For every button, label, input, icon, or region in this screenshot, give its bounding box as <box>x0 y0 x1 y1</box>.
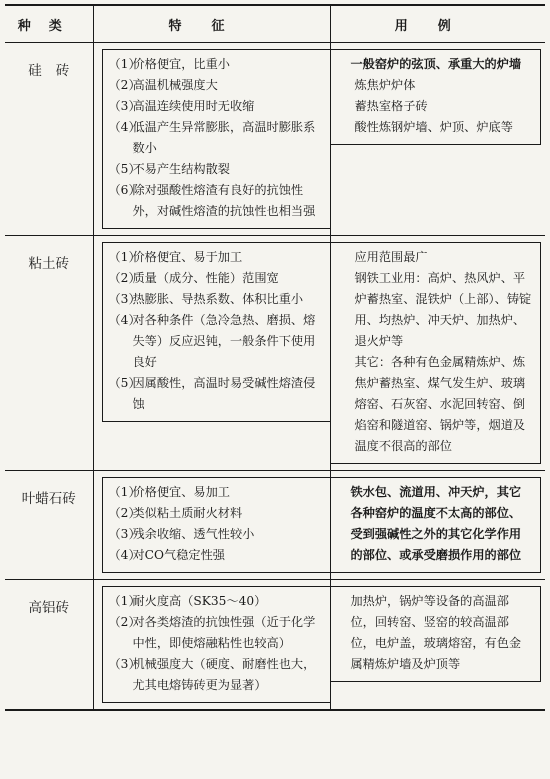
feature-item: （4）低温产生异常膨胀，高温时膨胀系数小 <box>108 120 316 155</box>
feature-item: （5）不易产生结构散裂 <box>108 162 230 176</box>
use-line: 其它：各种有色金属精炼炉、炼焦炉蓄热室、煤气发生炉、玻璃熔窑、石灰窑、水泥回转窑、倒焰窑和隧道窑、锅炉等，烟道及温度不很高的部位 <box>354 355 526 453</box>
type-label: 高铝砖 <box>28 600 69 616</box>
use-line: 一般窑炉的弦顶、承重大的炉墙 <box>350 57 522 71</box>
feature-item: （1）价格便宜、易加工 <box>108 485 230 499</box>
uses-box <box>331 49 542 145</box>
use-line: 炼焦炉炉体 <box>354 78 416 92</box>
feature-item: （3）残余收缩、透气性较小 <box>108 527 255 541</box>
feature-item: （5）因属酸性，高温时易受碱性熔渣侵蚀 <box>108 376 316 411</box>
uses-cell <box>330 580 545 710</box>
use-line: 蓄热室格子砖 <box>354 99 428 113</box>
uses-box <box>331 586 542 682</box>
feature-item: （1）耐火度高（SK35～40） <box>108 594 267 608</box>
type-cell <box>5 580 93 710</box>
feature-item: （6）除对强酸性熔渣有良好的抗蚀性外，对碱性熔渣的抗蚀性也相当强 <box>108 183 316 218</box>
use-line: 加热炉，锅炉等设备的高温部位，回转窑、竖窑的较高温部位，电炉盖，玻璃熔窑，有色金属精炼炉墙及炉顶等 <box>350 594 522 671</box>
uses-box <box>331 477 542 573</box>
use-line: 钢铁工业用：高炉、热风炉、平炉蓄热室、混铁炉（上部）、铸锭用、均热炉、冲天炉、加热炉、退火炉等 <box>354 271 532 348</box>
features-cell <box>93 236 330 471</box>
use-line: 应用范围最广 <box>354 250 428 264</box>
feature-item: （1）价格便宜、易于加工 <box>108 250 243 264</box>
type-cell <box>5 43 93 236</box>
feature-list <box>103 50 330 228</box>
features-box <box>102 242 330 422</box>
features-cell <box>93 580 330 710</box>
table-row <box>5 580 545 710</box>
use-line: 铁水包、流道用、冲天炉，其它各种窑炉的温度不太高的部位、受到强碱性之外的其它化学作用的部位、或承受磨损作用的部位 <box>350 485 522 562</box>
feature-list <box>103 587 330 702</box>
header-uses: 用例 <box>330 6 545 43</box>
table-header-row <box>5 6 545 43</box>
table-row <box>5 471 545 580</box>
features-cell <box>93 471 330 580</box>
type-label: 叶蜡石砖 <box>21 491 76 507</box>
refractory-table-sheet <box>5 4 545 711</box>
feature-item: （3）机械强度大（硬度、耐磨性也大，尤其电熔铸砖更为显著） <box>108 657 316 692</box>
uses-box <box>331 242 542 464</box>
use-line: 酸性炼钢炉墙、炉顶、炉底等 <box>354 120 513 134</box>
header-type: 种类 <box>5 6 93 43</box>
features-box <box>102 586 330 703</box>
table-row <box>5 43 545 236</box>
features-box <box>102 49 330 229</box>
refractory-brick-table <box>5 6 545 709</box>
uses-cell <box>330 471 545 580</box>
feature-item: （2）类似粘土质耐火材料 <box>108 506 243 520</box>
feature-list <box>103 478 330 572</box>
features-cell <box>93 43 330 236</box>
feature-item: （4）对各种条件（急冷急热、磨损、熔失等）反应迟钝，一般条件下使用良好 <box>108 313 316 369</box>
feature-item: （2）对各类熔渣的抗蚀性强（近于化学中性，即使熔融粘性也较高） <box>108 615 316 650</box>
uses-cell <box>330 43 545 236</box>
feature-item: （4）对CO气稳定性强 <box>108 548 225 562</box>
header-features: 特征 <box>93 6 330 43</box>
feature-item: （3）高温连续使用时无收缩 <box>108 99 255 113</box>
table-row <box>5 236 545 471</box>
feature-item: （3）热膨胀、导热系数、体积比重小 <box>108 292 304 306</box>
feature-item: （2）高温机械强度大 <box>108 78 218 92</box>
features-box <box>102 477 330 573</box>
type-label: 硅砖 <box>28 63 84 79</box>
feature-item: （1）价格便宜，比重小 <box>108 57 230 71</box>
feature-item: （2）质量（成分、性能）范围宽 <box>108 271 279 285</box>
type-cell <box>5 471 93 580</box>
type-label: 粘土砖 <box>28 256 69 272</box>
feature-list <box>103 243 330 421</box>
uses-cell <box>330 236 545 471</box>
type-cell <box>5 236 93 471</box>
